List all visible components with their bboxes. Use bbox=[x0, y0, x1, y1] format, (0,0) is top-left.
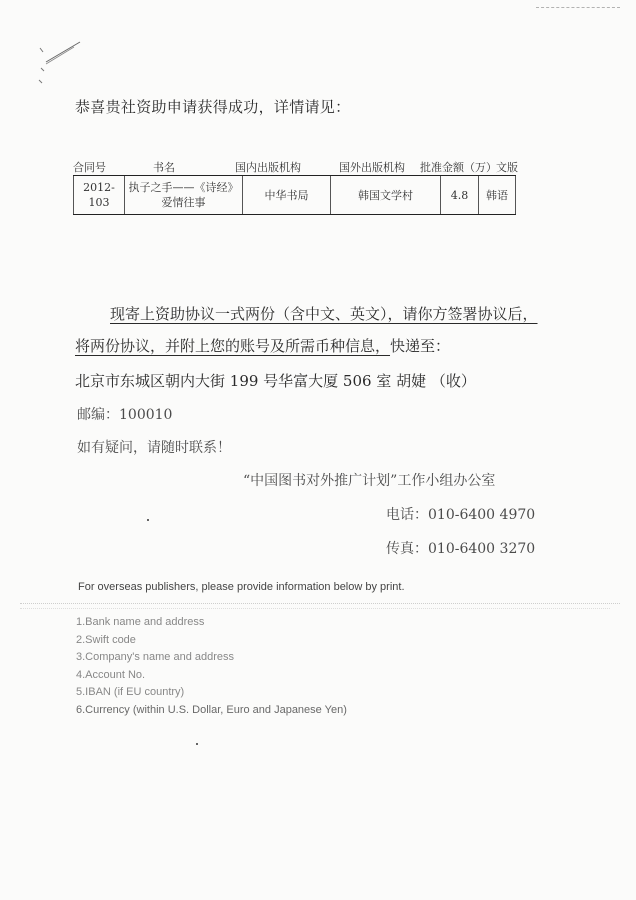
phone-number: 电话：010-6400 4970 bbox=[386, 507, 536, 523]
header-domestic-publisher: 国内出版机构 bbox=[235, 161, 301, 174]
scan-dot bbox=[147, 519, 149, 521]
scan-smudge bbox=[536, 7, 620, 10]
book-title-line1: 执子之手——《诗经》 bbox=[128, 181, 239, 194]
scan-dot bbox=[196, 743, 198, 745]
header-book-title: 书名 bbox=[153, 161, 175, 174]
list-item: 6.Currency (within U.S. Dollar, Euro and Japanese Yen) bbox=[76, 703, 347, 716]
cell-language: 韩语 bbox=[479, 176, 516, 214]
list-item: 5.IBAN (if EU country) bbox=[76, 686, 185, 698]
table-row bbox=[73, 175, 516, 215]
mailing-address: 北京市东城区朝内大街 199 号华富大厦 506 室 胡婕 （收） bbox=[75, 372, 476, 390]
list-item: 2.Swift code bbox=[76, 633, 136, 646]
list-item: 4.Account No. bbox=[76, 668, 146, 681]
cell-contract-no: 2012-103 bbox=[73, 176, 125, 214]
header-approved-amount: 批准金额（万） bbox=[420, 161, 497, 174]
greeting-text: 恭喜贵社资助申请获得成功，详情请见： bbox=[75, 98, 351, 116]
notice-line-2 bbox=[75, 335, 450, 356]
book-title-line2: 爱情往事 bbox=[161, 196, 206, 209]
cell-book-title bbox=[125, 176, 243, 214]
contact-note: 如有疑问，请随时联系！ bbox=[77, 440, 231, 456]
scan-mark-icon bbox=[34, 38, 84, 88]
cell-domestic-publisher: 中华书局 bbox=[243, 176, 331, 214]
list-item: 1.Bank name and address bbox=[76, 616, 205, 628]
postcode: 邮编：100010 bbox=[77, 407, 173, 423]
header-foreign-publisher: 国外出版机构 bbox=[339, 161, 405, 174]
scan-noise-line bbox=[20, 603, 620, 604]
table-header-row bbox=[73, 155, 516, 175]
header-contract-no: 合同号 bbox=[73, 161, 106, 174]
grant-table bbox=[73, 155, 516, 215]
overseas-instruction: For overseas publishers, please provide information below by print. bbox=[78, 581, 405, 593]
notice-line-1: 现寄上资助协议一式两份（含中文、英文），请你方签署协议后， bbox=[110, 305, 538, 323]
overseas-info-list bbox=[76, 616, 347, 721]
notice-line-2-underlined: 将两份协议，并附上您的账号及所需币种信息， bbox=[75, 337, 391, 355]
header-language: 文版 bbox=[496, 161, 518, 174]
scan-noise-line bbox=[20, 608, 610, 609]
notice-line-2-rest: 快递至： bbox=[390, 337, 451, 355]
fax-number: 传真：010-6400 3270 bbox=[386, 541, 536, 557]
list-item: 3.Company's name and address bbox=[76, 651, 235, 663]
cell-foreign-publisher: 韩国文学村 bbox=[331, 176, 441, 214]
cell-approved-amount: 4.8 bbox=[441, 176, 479, 214]
office-signature: “中国图书对外推广计划”工作小组办公室 bbox=[243, 473, 496, 489]
